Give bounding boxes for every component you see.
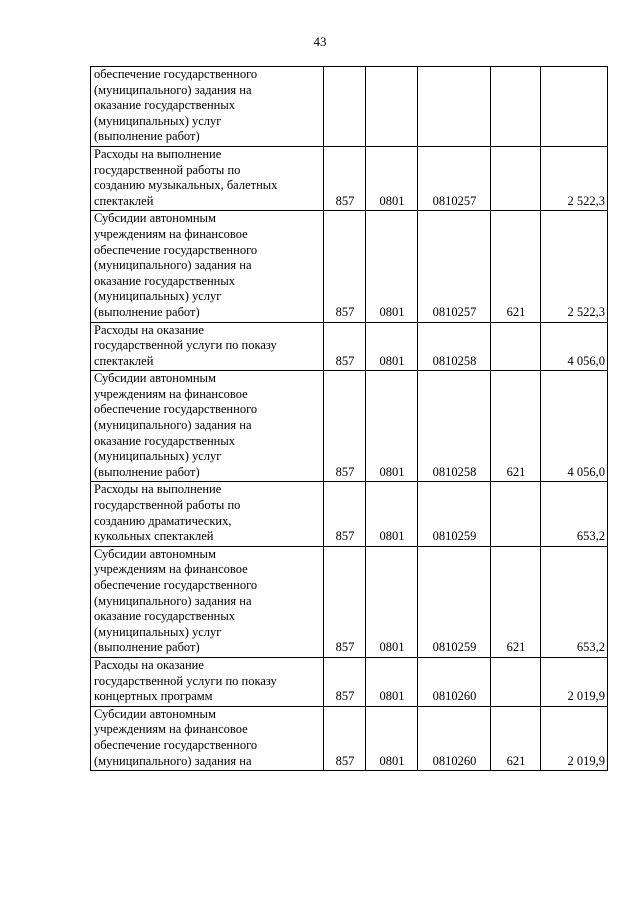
expense-name-line: (выполнение работ) (94, 129, 200, 144)
expense-name-line: Расходы на оказание (94, 322, 204, 337)
table-row (91, 371, 608, 482)
expense-name-line: концертных программ (94, 689, 213, 704)
amount-cell: 2 019,9 (541, 706, 608, 770)
department-code-cell (324, 67, 366, 147)
expense-name-line: учреждениям на финансовое (94, 226, 248, 241)
expense-name-line: обеспечение государственного (94, 67, 258, 81)
table-row (91, 657, 608, 706)
table-row (91, 146, 608, 210)
expense-name-line: созданию музыкальных, балетных (94, 178, 278, 193)
table-row (91, 482, 608, 546)
expense-name-cell (91, 322, 324, 371)
table-row (91, 322, 608, 371)
expense-type-cell (491, 146, 541, 210)
expense-type-cell: 621 (491, 211, 541, 322)
expense-name-line: оказание государственных (94, 433, 236, 448)
target-article-cell: 0810257 (418, 146, 491, 210)
target-article-cell: 0810259 (418, 482, 491, 546)
expense-name-line: (муниципальных) услуг (94, 289, 222, 304)
expense-name-line: (муниципального) задания на (94, 753, 252, 768)
expense-name-line: кукольных спектаклей (94, 529, 214, 544)
expense-name-line: обеспечение государственного (94, 242, 258, 257)
expense-name-line: Субсидии автономным (94, 211, 216, 226)
table-row (91, 211, 608, 322)
expense-name-line: (муниципального) задания на (94, 418, 252, 433)
expense-name-line: (муниципального) задания на (94, 82, 252, 97)
expense-name-line: (муниципального) задания на (94, 258, 252, 273)
expense-name-cell (91, 546, 324, 657)
expense-name-line: оказание государственных (94, 98, 236, 113)
amount-cell: 2 522,3 (541, 211, 608, 322)
expense-name-line: (выполнение работ) (94, 304, 200, 319)
target-article-cell: 0810258 (418, 371, 491, 482)
expense-name-cell (91, 657, 324, 706)
expense-name-line: Субсидии автономным (94, 371, 216, 386)
expense-name-line: Субсидии автономным (94, 706, 216, 721)
expense-name-line: Расходы на выполнение (94, 146, 222, 161)
section-code-cell: 0801 (366, 371, 418, 482)
expense-name-line: государственной услуги по показу (94, 673, 277, 688)
section-code-cell: 0801 (366, 706, 418, 770)
expense-name-line: обеспечение государственного (94, 402, 258, 417)
expense-name-line: созданию драматических, (94, 513, 232, 528)
section-code-cell: 0801 (366, 482, 418, 546)
target-article-cell: 0810260 (418, 657, 491, 706)
expense-name-cell (91, 482, 324, 546)
expense-name-cell (91, 371, 324, 482)
expense-type-cell: 621 (491, 706, 541, 770)
expense-name-cell (91, 146, 324, 210)
target-article-cell: 0810260 (418, 706, 491, 770)
expense-name-cell (91, 67, 324, 147)
expense-name-line: государственной работы по (94, 162, 241, 177)
section-code-cell: 0801 (366, 657, 418, 706)
budget-table (90, 66, 608, 771)
page-number: 43 (313, 34, 327, 49)
target-article-cell: 0810259 (418, 546, 491, 657)
department-code-cell: 857 (324, 371, 366, 482)
expense-name-line: учреждениям на финансовое (94, 562, 248, 577)
section-code-cell (366, 67, 418, 147)
amount-cell: 653,2 (541, 482, 608, 546)
expense-type-cell (491, 67, 541, 147)
department-code-cell: 857 (324, 482, 366, 546)
department-code-cell: 857 (324, 657, 366, 706)
department-code-cell: 857 (324, 546, 366, 657)
expense-name-cell (91, 706, 324, 770)
table-row (91, 546, 608, 657)
expense-name-line: обеспечение государственного (94, 737, 258, 752)
expense-name-line: (муниципальных) услуг (94, 624, 222, 639)
expense-name-line: (муниципальных) услуг (94, 449, 222, 464)
expense-name-line: Расходы на оказание (94, 657, 204, 672)
table-row (91, 67, 608, 147)
expense-name-line: (муниципальных) услуг (94, 113, 222, 128)
expense-type-cell: 621 (491, 546, 541, 657)
expense-name-line: государственной работы по (94, 498, 241, 513)
expense-name-line: оказание государственных (94, 273, 236, 288)
expense-name-line: (выполнение работ) (94, 640, 200, 655)
amount-cell: 2 522,3 (541, 146, 608, 210)
target-article-cell: 0810257 (418, 211, 491, 322)
expense-name-line: Расходы на выполнение (94, 482, 222, 497)
amount-cell: 653,2 (541, 546, 608, 657)
section-code-cell: 0801 (366, 146, 418, 210)
expense-name-line: (выполнение работ) (94, 464, 200, 479)
table-row (91, 706, 608, 770)
expense-name-line: Субсидии автономным (94, 546, 216, 561)
amount-cell: 4 056,0 (541, 322, 608, 371)
expense-name-line: учреждениям на финансовое (94, 722, 248, 737)
department-code-cell: 857 (324, 322, 366, 371)
expense-name-line: (муниципального) задания на (94, 593, 252, 608)
department-code-cell: 857 (324, 146, 366, 210)
target-article-cell: 0810258 (418, 322, 491, 371)
expense-name-line: государственной услуги по показу (94, 338, 277, 353)
expense-name-cell (91, 211, 324, 322)
expense-name-line: спектаклей (94, 193, 154, 208)
amount-cell: 4 056,0 (541, 371, 608, 482)
section-code-cell: 0801 (366, 546, 418, 657)
expense-name-line: спектаклей (94, 353, 154, 368)
expense-type-cell: 621 (491, 371, 541, 482)
department-code-cell: 857 (324, 211, 366, 322)
amount-cell: 2 019,9 (541, 657, 608, 706)
expense-type-cell (491, 657, 541, 706)
section-code-cell: 0801 (366, 211, 418, 322)
expense-type-cell (491, 322, 541, 371)
amount-cell (541, 67, 608, 147)
department-code-cell: 857 (324, 706, 366, 770)
expense-name-line: учреждениям на финансовое (94, 386, 248, 401)
target-article-cell (418, 67, 491, 147)
section-code-cell: 0801 (366, 322, 418, 371)
expense-name-line: обеспечение государственного (94, 578, 258, 592)
budget-table-body (91, 67, 608, 771)
expense-type-cell (491, 482, 541, 546)
expense-name-line: оказание государственных (94, 609, 236, 624)
